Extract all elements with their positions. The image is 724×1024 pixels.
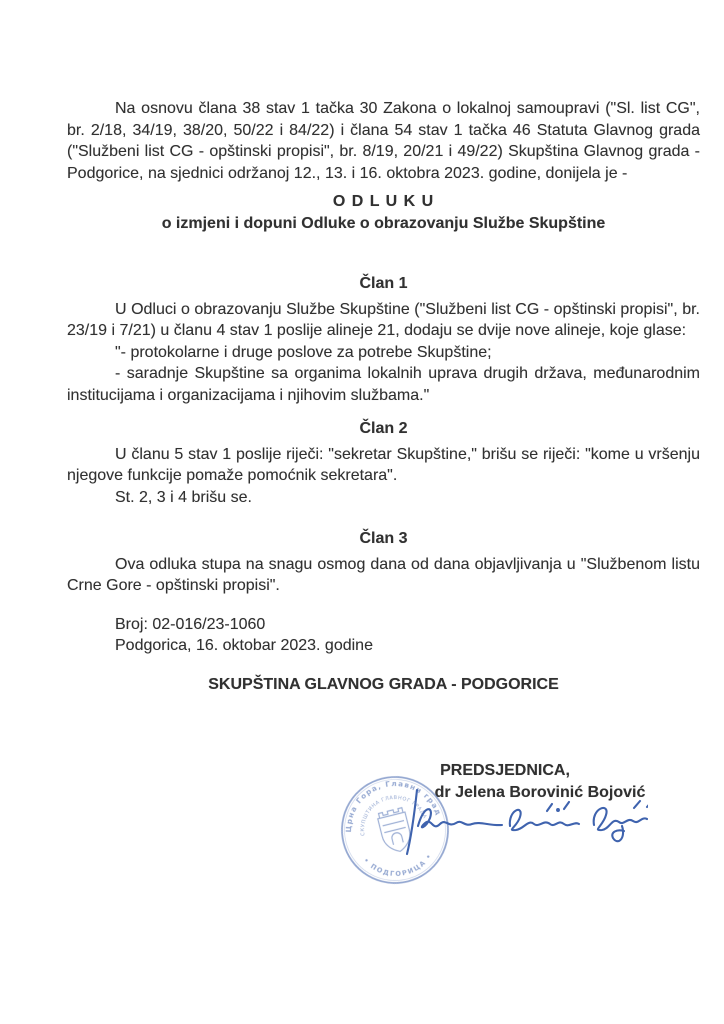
stamp-text-top: Црна Гора, Главни град bbox=[343, 778, 444, 833]
decision-subtitle: o izmjeni i dopuni Odluke o obrazovanju Službe Skupštine bbox=[161, 214, 606, 232]
article-1-paragraph-2: "- protokolarne i druge poslove za potrebe Skupštine; bbox=[115, 343, 492, 361]
document-content bbox=[67, 98, 700, 695]
article-3-heading: Član 3 bbox=[359, 530, 408, 547]
article-2-paragraph-2: St. 2, 3 i 4 brišu se. bbox=[115, 488, 252, 506]
article-1-paragraph-1: U Odluci o obrazovanju Službe Skupštine ("Službeni list CG - opštinski propisi", br. 23/19 i 7/21) u članu 4 stav 1 poslije alineje 21, dodaju se dvije nove alineje, koje glase: bbox=[67, 300, 700, 339]
article-3-paragraph-1: Ova odluka stupa na snagu osmog dana od dana objavljivanja u "Službenom listu Crne Gore - opštinski propisi". bbox=[67, 555, 700, 594]
stamp-text-bottom: • ПОДГОРИЦА • bbox=[361, 851, 435, 879]
place-date-line: Podgorica, 16. oktobar 2023. godine bbox=[115, 637, 373, 654]
signatory-name: dr Jelena Borovinić Bojović bbox=[434, 784, 646, 801]
article-2-paragraph-1: U članu 5 stav 1 poslije riječi: "sekretar Skupštine," brišu se riječi: "kome u vršenju njegove funkcije pomaže pomoćnik sekretara". bbox=[67, 445, 700, 484]
handwritten-signature bbox=[398, 786, 648, 861]
article-1-heading: Član 1 bbox=[359, 275, 408, 292]
number-line: Broj: 02-016/23-1060 bbox=[115, 615, 266, 633]
article-2-heading: Član 2 bbox=[359, 420, 408, 437]
intro-paragraph: Na osnovu člana 38 stav 1 tačka 30 Zakona o lokalnoj samoupravi ("Sl. list CG", br. 2/18, 34/19, 38/20, 50/22 i 84/22) i člana 54 stav 1 tačka 46 Statuta Glavnog grada ("Službeni list CG - opštinski propisi", br. 8/19, 20/21 i 49/22) Skupština Glavnog grada - Podgorice, na sjednici održanoj 12., 13. i 16. oktobra 2023. godine, donijela je - bbox=[67, 100, 700, 182]
article-1-paragraph-3: - saradnje Skupštine sa organima lokalnih uprava drugih država, međunarodnim institucijama i organizacijama i njihovim službama." bbox=[67, 365, 700, 404]
stamp-text-middle: СКУПШТИНА ГЛАВНОГ ГРАДА bbox=[359, 794, 428, 837]
reference-block bbox=[67, 614, 700, 657]
signatory-title: PREDSJEDNICA, bbox=[440, 762, 570, 779]
decision-title: O D L U K U bbox=[332, 193, 435, 210]
issuer-line: SKUPŠTINA GLAVNOG GRADA - PODGORICE bbox=[208, 675, 559, 693]
